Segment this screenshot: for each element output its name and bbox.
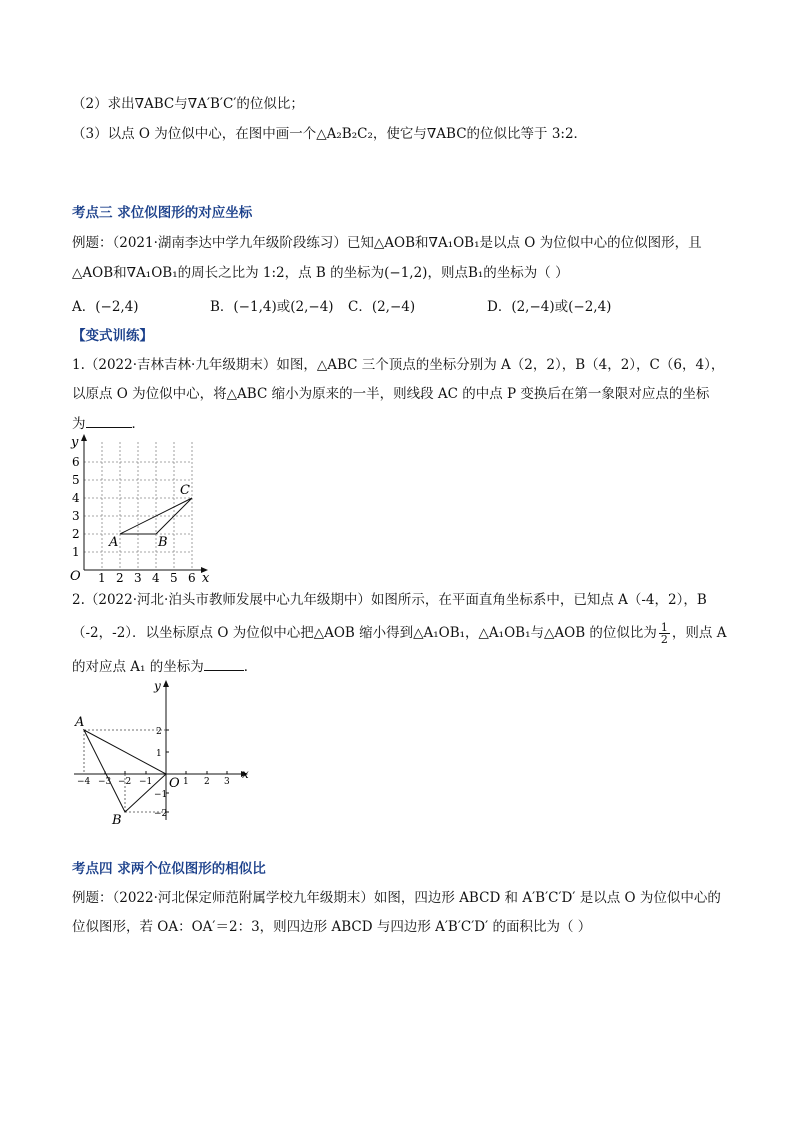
problem-2-line-2-pre: （-2，-2）．以坐标原点 O 为位似中心把△AOB 缩小得到△A₁OB₁，△A₁OB₁与△AOB 的位似比为 <box>72 625 657 641</box>
y-axis-arrow <box>81 434 87 441</box>
y-tick: −2 <box>154 809 168 819</box>
x-tick: 3 <box>134 571 142 585</box>
problem-2-line-2 <box>72 622 726 645</box>
x-tick: −4 <box>77 777 91 787</box>
origin-label: O <box>70 569 81 584</box>
y-tick: −1 <box>154 790 168 800</box>
x-tick: 4 <box>152 571 160 585</box>
answer-blank-2[interactable] <box>204 656 244 671</box>
option-a: A．(−2,4) <box>72 299 139 315</box>
question-3: （3）以点 O 为位似中心，在图中画一个△A₂B₂C₂，使它与∇ABC的位似比等于 3:2． <box>72 126 588 142</box>
problem-1-line-2: 以原点 O 为位似中心，将△ABC 缩小为原来的一半，则线段 AC 的中点 P 变换后在第一象限对应点的坐标 <box>72 386 710 402</box>
question-2: （2）求出∇ABC与∇A′B′C′的位似比； <box>72 96 304 112</box>
y-tick: 2 <box>72 527 80 541</box>
x-tick: 5 <box>170 571 178 585</box>
problem-1-line-3 <box>72 413 145 434</box>
x-tick: 2 <box>116 571 124 585</box>
problem-1-line-1: 1.（2022·吉林吉林·九年级期末）如图，△ABC 三个顶点的坐标分别为 A（2，2），B（4，2），C（6，4）， <box>72 357 725 373</box>
y-tick: 1 <box>72 545 80 559</box>
figure-1-coordinate-grid <box>62 432 222 586</box>
example-3-line-1: 例题：（2021·湖南李达中学九年级阶段练习）已知△AOB和∇A₁OB₁是以点 O 为位似中心的位似图形，且 <box>72 235 702 251</box>
fraction-numerator: 1 <box>660 621 668 634</box>
y-tick: 4 <box>72 491 80 505</box>
problem-2-line-3-post: ． <box>243 659 258 675</box>
problem-2-line-3-pre: 的对应点 A₁ 的坐标为 <box>72 659 204 675</box>
point-b-label: B <box>112 813 122 828</box>
problem-1-line-3-post: ． <box>131 416 145 432</box>
figure-2-coordinate-plane <box>66 676 262 828</box>
x-tick: 1 <box>183 777 189 787</box>
y-tick: 6 <box>72 455 80 469</box>
example-3-line-2: △AOB和∇A₁OB₁的周长之比为 1:2，点 B 的坐标为(−1,2)，则点B₁的坐标为（ ） <box>72 265 569 281</box>
y-tick-labels <box>72 455 80 559</box>
example-4-line-1: 例题：（2022·河北保定师范附属学校九年级期末）如图，四边形 ABCD 和 A′B′C′D′ 是以点 O 为位似中心的 <box>72 890 721 906</box>
x-tick-labels <box>98 571 196 585</box>
answer-blank-1[interactable] <box>86 413 132 428</box>
y-tick: 5 <box>72 473 80 487</box>
fraction-denominator: 2 <box>660 633 668 646</box>
problem-2-line-1: 2.（2022·河北·泊头市教师发展中心九年级期中）如图所示，在平面直角坐标系中，已知点 A（-4，2），B <box>72 592 707 608</box>
y-tick: 3 <box>72 509 80 523</box>
variant-training-heading: 【变式训练】 <box>72 328 153 344</box>
option-b: B．(−1,4)或(2,−4) <box>210 299 334 315</box>
point-a-label: A <box>75 715 85 730</box>
x-tick: −2 <box>118 777 132 787</box>
y-axis-label: y <box>71 435 79 450</box>
y-tick: 2 <box>156 727 162 737</box>
x-tick: 2 <box>204 777 210 787</box>
section-3-title: 考点三 求位似图形的对应坐标 <box>72 205 253 221</box>
option-c: C．(2,−4) <box>348 299 416 315</box>
point-b-label: B <box>158 535 168 550</box>
x-tick: −3 <box>98 777 112 787</box>
x-tick: −1 <box>139 777 153 787</box>
origin-label: O <box>169 776 180 791</box>
point-c-label: C <box>180 483 190 498</box>
problem-1-line-3-pre: 为 <box>72 416 86 432</box>
y-tick: 1 <box>156 749 162 759</box>
x-axis-label: x <box>202 571 210 586</box>
section-4-title: 考点四 求两个位似图形的相似比 <box>72 861 266 877</box>
example-4-line-2: 位似图形，若 OA：OA′＝2：3，则四边形 ABCD 与四边形 A′B′C′D′ 的面积比为（ ） <box>72 919 592 935</box>
fraction <box>659 622 670 645</box>
x-tick: 3 <box>224 777 230 787</box>
x-axis-label: x <box>242 767 249 781</box>
y-tick-labels <box>154 727 167 819</box>
point-a-label: A <box>109 535 119 550</box>
x-tick: 1 <box>98 571 106 585</box>
option-d: D．(2,−4)或(−2,4) <box>487 299 612 315</box>
y-axis-label: y <box>154 679 161 693</box>
y-axis-arrow <box>163 680 169 687</box>
problem-2-line-2-post: ，则点 A <box>671 625 727 641</box>
problem-2-line-3 <box>72 656 257 677</box>
x-tick: 6 <box>188 571 196 585</box>
